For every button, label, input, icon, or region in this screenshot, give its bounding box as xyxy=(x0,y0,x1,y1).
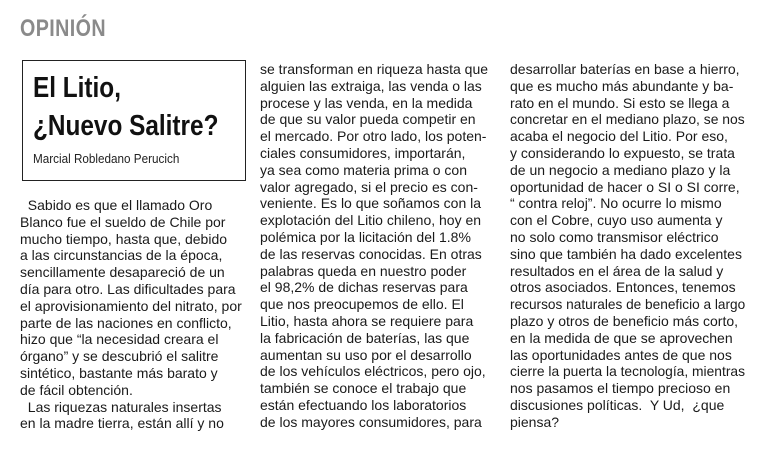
text-line: el aprovisionamiento del nitrato, por xyxy=(20,297,242,314)
text-line: polémica por la licitación del 1.8% xyxy=(260,228,471,245)
text-line: discusiones políticas. Y Ud, ¿que xyxy=(510,396,725,413)
headline-line-2: ¿Nuevo Salitre? xyxy=(33,110,219,142)
text-line: de que su valor pueda competir en xyxy=(260,111,476,128)
text-line: órgano” y se descubrió el salitre xyxy=(20,348,219,365)
text-line: rato en el mundo. Si esto se llega a xyxy=(510,94,730,111)
section-label: OPINIÓN xyxy=(20,15,106,42)
text-line: día para otro. Las dificultades para xyxy=(20,280,236,297)
article-column-3 xyxy=(510,61,745,431)
text-line: ciales consumidores, importarán, xyxy=(260,144,466,161)
text-line: la fabricación de baterías, las que xyxy=(260,329,470,346)
text-line: se transforman en riqueza hasta que xyxy=(260,61,489,77)
text-line: de las reservas conocidas. En otras xyxy=(260,245,482,262)
text-line: están efectuando los laboratorios xyxy=(260,396,467,413)
text-line: aumentan su uso por el desarrollo xyxy=(260,346,472,363)
headline-box xyxy=(22,60,246,181)
text-line: “ contra reloj”. No ocurre lo mismo xyxy=(510,195,722,212)
text-line: piensa? xyxy=(510,413,560,430)
text-line: plazo y otros de beneficio más corto, xyxy=(510,312,739,329)
text-line: sintético, bastante más barato y xyxy=(20,364,218,381)
text-line: explotación del Litio chileno, hoy en xyxy=(260,212,482,229)
text-line: otros asociados. Entonces, tenemos xyxy=(510,279,736,296)
text-line: no solo como transmisor eléctrico xyxy=(510,228,719,245)
text-line: de un negocio a mediano plazo y la xyxy=(510,161,731,178)
text-line: procese y las venda, en la medida xyxy=(260,94,473,111)
text-line: cierre la puerta la tecnología, mientras xyxy=(510,363,746,380)
text-line: parte de las naciones en conflicto, xyxy=(20,314,232,331)
text-line: hizo que “la necesidad creara el xyxy=(20,331,219,348)
text-line: ya sea como materia prima o con xyxy=(260,161,467,178)
text-line: y considerando lo expuesto, se trata xyxy=(510,144,735,161)
text-line: Blanco fue el sueldo de Chile por xyxy=(20,213,226,230)
text-line: recursos naturales de beneficio a largo xyxy=(510,296,746,313)
text-line: de los vehículos eléctricos, pero ojo, xyxy=(260,363,486,380)
text-line: en la medida de que se aprovechen xyxy=(510,329,733,346)
text-line: nos pasamos el tiempo precioso en xyxy=(510,380,731,397)
text-line: acaba el negocio del Litio. Por eso, xyxy=(510,128,728,145)
text-line: veniente. Es lo que soñamos con la xyxy=(260,195,482,212)
text-line: que es mucho más abundante y ba- xyxy=(510,77,734,94)
text-line: que nos preocupemos de ello. El xyxy=(260,296,464,313)
text-line: alguien las extraiga, las venda o las xyxy=(260,77,482,94)
text-line: Sabido es que el llamado Oro xyxy=(20,197,213,213)
text-line: de fácil obtención. xyxy=(20,381,133,398)
text-line: con el Cobre, cuyo uso aumenta y xyxy=(510,212,723,229)
article-column-1 xyxy=(20,197,250,432)
article-column-2 xyxy=(260,61,494,431)
text-line: también se conoce el trabajo que xyxy=(260,380,467,397)
text-line: sencillamente desapareció de un xyxy=(20,264,225,281)
text-line: de los mayores consumidores, para xyxy=(260,413,482,430)
text-line: el 98,2% de dichas reservas para xyxy=(260,279,468,296)
text-line: en la madre tierra, están allí y no xyxy=(20,415,224,432)
text-line: las oportunidades antes de que nos xyxy=(510,346,732,363)
text-line: concretar en el mediano plazo, se nos xyxy=(510,111,745,128)
article-headline xyxy=(33,69,218,145)
text-line: palabras queda en nuestro poder xyxy=(260,262,467,279)
text-line: mucho tiempo, hasta que, debido xyxy=(20,230,228,247)
headline-line-1: El Litio, xyxy=(33,72,121,104)
text-line: sino que también ha dado excelentes xyxy=(510,245,742,262)
text-line: Las riquezas naturales insertas xyxy=(20,398,222,415)
text-line: el mercado. Por otro lado, los poten- xyxy=(260,128,487,145)
text-line: a las circunstancias de la época, xyxy=(20,247,223,264)
author-byline: Marcial Robledano Perucich xyxy=(33,151,180,166)
text-line: desarrollar baterías en base a hierro, xyxy=(510,61,740,77)
text-line: valor agregado, si el precio es con- xyxy=(260,178,478,195)
text-line: resultados en el área de la salud y xyxy=(510,262,724,279)
text-line: oportunidad de hacer o SI o SI corre, xyxy=(510,178,740,195)
text-line: Litio, hasta ahora se requiere para xyxy=(260,312,474,329)
